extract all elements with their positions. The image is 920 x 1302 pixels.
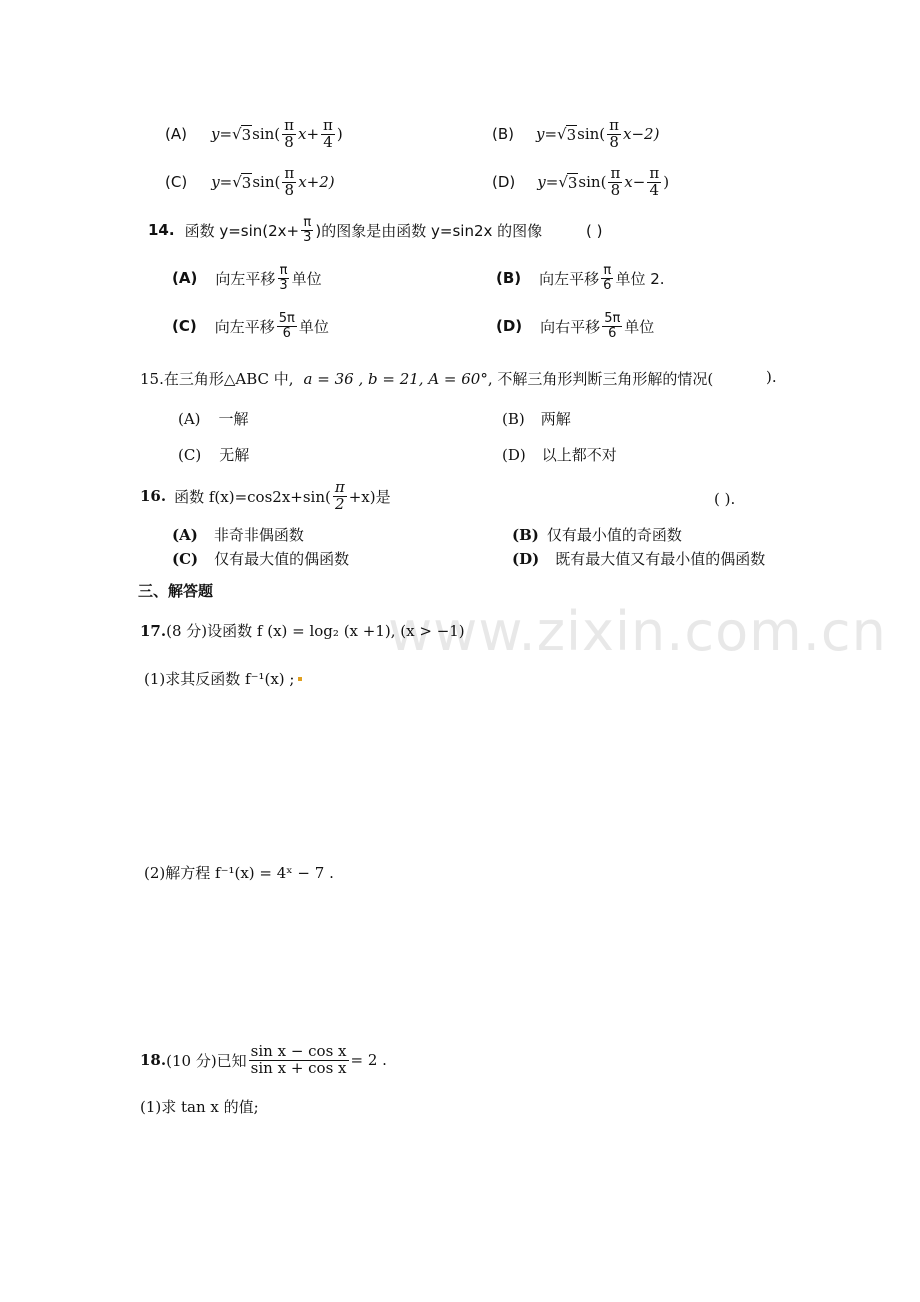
fraction: $\frac{\pi}{6}$	[603, 263, 612, 293]
option-label: (A)	[172, 269, 198, 288]
q15-option-b	[502, 408, 571, 429]
option-text: 单位	[298, 317, 329, 336]
math: y=	[537, 173, 559, 192]
math: x+2)	[298, 173, 335, 192]
section-heading: 三、解答题	[138, 582, 214, 600]
q16-stem	[140, 480, 391, 513]
math: sin(	[252, 125, 281, 144]
option-text: 两解	[540, 410, 571, 428]
option-text: 既有最大值又有最小值的偶函数	[555, 550, 766, 568]
question-text: = 2 .	[350, 1051, 387, 1070]
option-label: (D)	[496, 317, 523, 336]
q14-option-b	[496, 264, 665, 292]
fraction: $\frac{\pi}{3}$	[279, 263, 288, 293]
q16-option-d	[512, 548, 765, 569]
option-text: 向左平移	[539, 269, 600, 288]
fraction: $\frac{\text{sin x − cos x}}{\text{sin x + cos x}}$	[250, 1042, 347, 1077]
math: x−	[624, 173, 646, 192]
math: y=	[210, 125, 233, 144]
question-text: )的图象是由函数 y=sin2x 的图像	[315, 221, 543, 240]
option-label: (C)	[178, 445, 202, 464]
q18-stem	[140, 1044, 387, 1077]
math: sin(	[577, 125, 606, 144]
question-text: (1)求 tan x 的值;	[140, 1098, 259, 1116]
fraction: $\frac{5\pi}{6}$	[604, 311, 621, 341]
math: )	[663, 173, 670, 192]
fraction: $\frac{\pi}{3}$	[303, 215, 312, 245]
fraction: $\frac{\pi}{4}$	[649, 164, 660, 199]
question-text: +x)是	[348, 487, 391, 506]
fraction: $\frac{\pi}{2}$	[334, 478, 345, 513]
math: )	[336, 125, 343, 144]
math: sin(	[252, 173, 281, 192]
marker-dot	[298, 677, 302, 681]
q16-option-a	[172, 524, 304, 545]
fraction: $\frac{\pi}{8}$	[609, 116, 620, 151]
q15-stem	[140, 368, 713, 389]
option-text: 向左平移	[214, 317, 275, 336]
option-text: 一解	[218, 410, 249, 428]
q17-stem	[140, 620, 465, 641]
fraction: $\frac{\pi}{8}$	[284, 164, 295, 199]
q14-option-a	[172, 264, 322, 292]
option-text: 单位	[624, 317, 655, 336]
option-label: (A)	[172, 525, 198, 544]
question-text: (10 分)已知	[166, 1051, 247, 1070]
option-label: (B)	[502, 409, 525, 428]
answer-paren: ( )	[586, 222, 603, 240]
option-text: 仅有最小值的奇函数	[546, 526, 682, 544]
question-text: (8 分)设函数 f (x) = log₂ (x +1), (x > −1)	[166, 622, 465, 640]
option-label: (B)	[496, 269, 522, 288]
option-text: 向右平移	[540, 317, 601, 336]
sqrt: √ 3	[557, 125, 577, 144]
math: x−2)	[623, 125, 660, 144]
sqrt: √ 3	[232, 125, 252, 144]
option-label: (B)	[512, 525, 539, 544]
question-text: 函数 y=sin(2x+	[184, 221, 300, 240]
question-number: 14.	[148, 221, 175, 240]
q13-option-d	[492, 166, 669, 199]
sqrt: √ 3	[558, 173, 578, 192]
q17-part1	[144, 668, 302, 689]
fraction: $\frac{\pi}{4}$	[323, 116, 333, 151]
q15-option-d	[502, 444, 617, 465]
option-text: 以上都不对	[541, 446, 617, 464]
option-label: (C)	[165, 173, 188, 192]
fraction: $\frac{5\pi}{6}$	[278, 311, 295, 341]
question-number: 18.	[140, 1051, 167, 1070]
option-label: (A)	[165, 125, 187, 144]
q15-option-c	[178, 444, 249, 465]
math: y=	[536, 125, 558, 144]
q16-option-b	[512, 524, 682, 545]
q15-option-a	[178, 408, 249, 429]
sqrt: √ 3	[232, 173, 252, 192]
option-label: (A)	[178, 409, 201, 428]
watermark: www.zixin.com.cn	[388, 600, 887, 663]
option-label: (D)	[492, 173, 516, 192]
question-text: 15.在三角形△ABC 中,	[140, 370, 294, 388]
option-text: 无解	[219, 446, 250, 464]
question-number: 16.	[140, 487, 167, 506]
fraction: $\frac{\pi}{8}$	[284, 116, 294, 151]
option-label: (D)	[502, 445, 526, 464]
answer-paren-close: ).	[766, 368, 777, 386]
option-label: (B)	[492, 125, 514, 144]
option-text: 单位 2.	[615, 269, 665, 288]
option-text: 仅有最大值的偶函数	[214, 550, 350, 568]
option-label: (D)	[512, 549, 540, 568]
q17-part2	[144, 862, 334, 883]
math: x+	[298, 125, 320, 144]
q13-option-b	[492, 118, 659, 151]
q14-stem	[148, 216, 542, 244]
math: y=	[211, 173, 233, 192]
q18-part1	[140, 1096, 259, 1117]
option-text: 向左平移	[215, 269, 276, 288]
question-text: (1)求其反函数 f⁻¹(x) ;	[144, 670, 295, 688]
q14-option-d	[496, 312, 654, 340]
math: sin(	[578, 173, 607, 192]
option-label: (C)	[172, 549, 199, 568]
option-text: 非奇非偶函数	[213, 526, 304, 544]
option-label: (C)	[172, 317, 197, 336]
question-number: 17.	[140, 621, 167, 640]
question-text: (2)解方程 f⁻¹(x) = 4ˣ − 7 .	[144, 864, 334, 882]
question-text: , 不解三角形判断三角形解的情况(	[487, 370, 714, 388]
question-text: 函数 f(x)=cos2x+sin(	[174, 487, 331, 506]
fraction: $\frac{\pi}{8}$	[610, 164, 621, 199]
q14-option-c	[172, 312, 329, 340]
q13-option-a	[165, 118, 343, 151]
q16-option-c	[172, 548, 349, 569]
answer-paren: ( ).	[714, 490, 736, 508]
q13-option-c	[165, 166, 335, 199]
option-text: 单位	[291, 269, 322, 288]
math: a = 36 , b = 21, A = 60°	[303, 369, 488, 388]
